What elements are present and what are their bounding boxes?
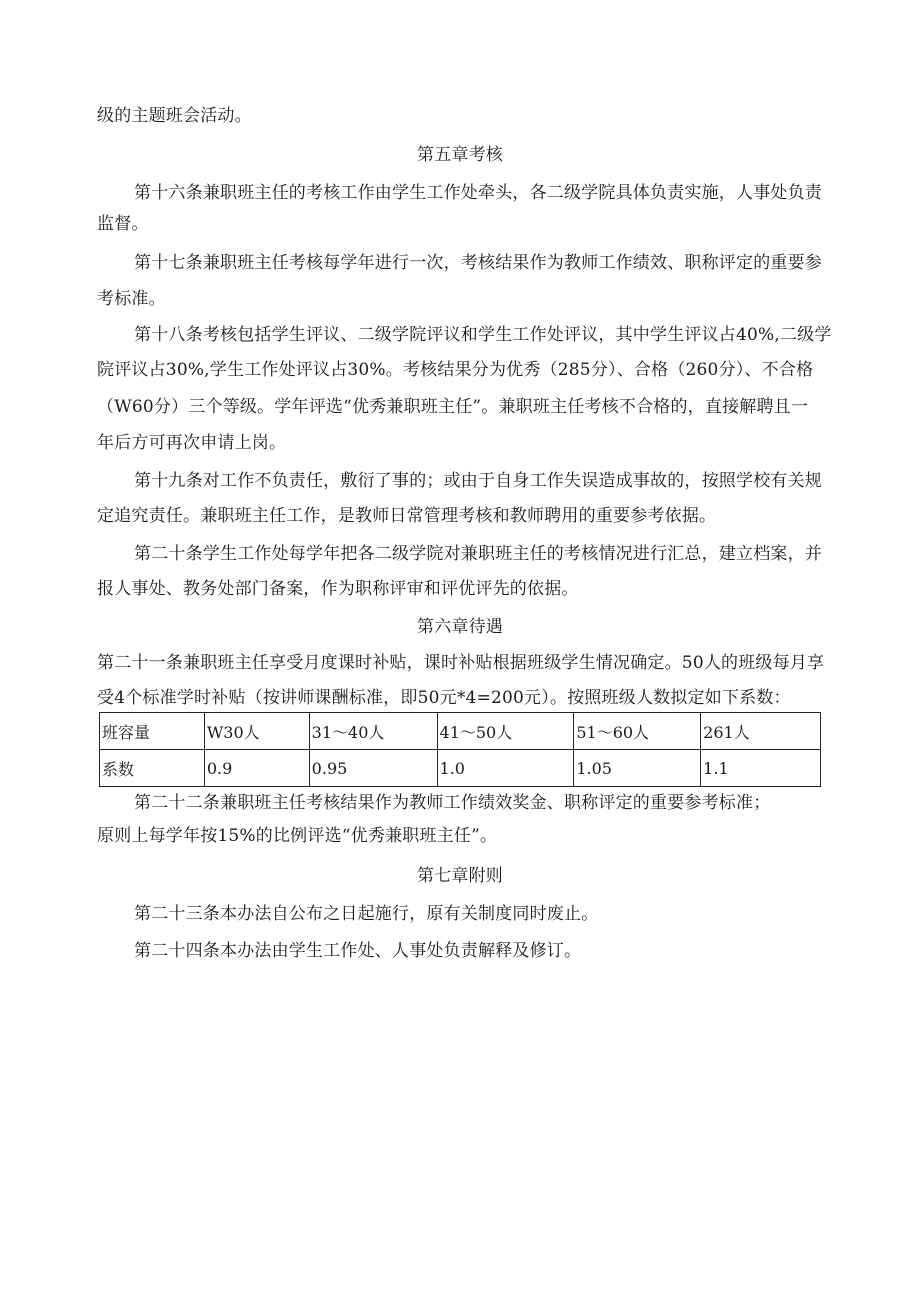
table-cell: 1.05: [574, 750, 701, 787]
table-cell: 0.9: [204, 750, 309, 787]
article-18-line-4: 年后方可再次申请上岗。: [97, 433, 287, 453]
table-cell: 261人: [701, 713, 821, 750]
article-23-line: 第二十三条本办法自公布之日起施行，原有关制度同时废止。: [134, 904, 599, 924]
table-cell: 系数: [100, 750, 205, 787]
article-22-line-1: 第二十二条兼职班主任考核结果作为教师工作绩效奖金、职称评定的重要参考标准；: [134, 793, 771, 813]
table-row: [100, 750, 821, 787]
table-row: [100, 713, 821, 750]
table-cell: 班容量: [100, 713, 205, 750]
article-19-line-1: 第十九条对工作不负责任，敷衍了事的；或由于自身工作失误造成事故的，按照学校有关规: [134, 471, 822, 491]
class-size-coefficient-table: [99, 712, 821, 787]
table-cell: 31～40人: [309, 713, 437, 750]
article-21-line-2: 受4个标准学时补贴（按讲师课酬标准，即50元*4=200元）。按照班级人数拟定如下系数：: [97, 688, 791, 708]
article-24-line: 第二十四条本办法由学生工作处、人事处负责解释及修订。: [134, 941, 582, 961]
article-16-line-1: 第十六条兼职班主任的考核工作由学生工作处牵头，各二级学院具体负责实施，人事处负责: [134, 183, 822, 203]
chapter-heading: 第五章考核: [417, 145, 503, 165]
article-18-line-2: 院评议占30%,学生工作处评议占30%。考核结果分为优秀（285分）、合格（260分）、不合格: [97, 360, 814, 380]
table-cell: 51～60人: [574, 713, 701, 750]
article-21-line-1: 第二十一条兼职班主任享受月度课时补贴，课时补贴根据班级学生情况确定。50人的班级每月享: [97, 653, 825, 673]
table-cell: 41～50人: [437, 713, 574, 750]
article-18-line-1: 第十八条考核包括学生评议、二级学院评议和学生工作处评议，其中学生评议占40%,二级学: [134, 325, 832, 345]
chapter-heading: 第七章附则: [417, 866, 503, 886]
article-17-line-1: 第十七条兼职班主任考核每学年进行一次，考核结果作为教师工作绩效、职称评定的重要参: [134, 253, 822, 273]
article-19-line-2: 定追究责任。兼职班主任工作，是教师日常管理考核和教师聘用的重要参考依据。: [97, 506, 717, 526]
article-16-line-2: 监督。: [97, 214, 149, 234]
article-20-line-2: 报人事处、教务处部门备案，作为职称评审和评优评先的依据。: [97, 579, 579, 599]
paragraph-line: 级的主题班会活动。: [97, 106, 252, 126]
article-17-line-2: 考标准。: [97, 289, 166, 309]
table-cell: 0.95: [309, 750, 437, 787]
article-20-line-1: 第二十条学生工作处每学年把各二级学院对兼职班主任的考核情况进行汇总，建立档案，并: [134, 544, 822, 564]
table-cell: W30人: [204, 713, 309, 750]
table-cell: 1.0: [437, 750, 574, 787]
article-18-line-3: （W60分）三个等级。学年评选“优秀兼职班主任”。兼职班主任考核不合格的，直接解聘且一: [97, 397, 809, 417]
article-22-line-2: 原则上每学年按15%的比例评选“优秀兼职班主任”。: [97, 826, 498, 846]
table-cell: 1.1: [701, 750, 821, 787]
chapter-heading: 第六章待遇: [417, 617, 503, 637]
